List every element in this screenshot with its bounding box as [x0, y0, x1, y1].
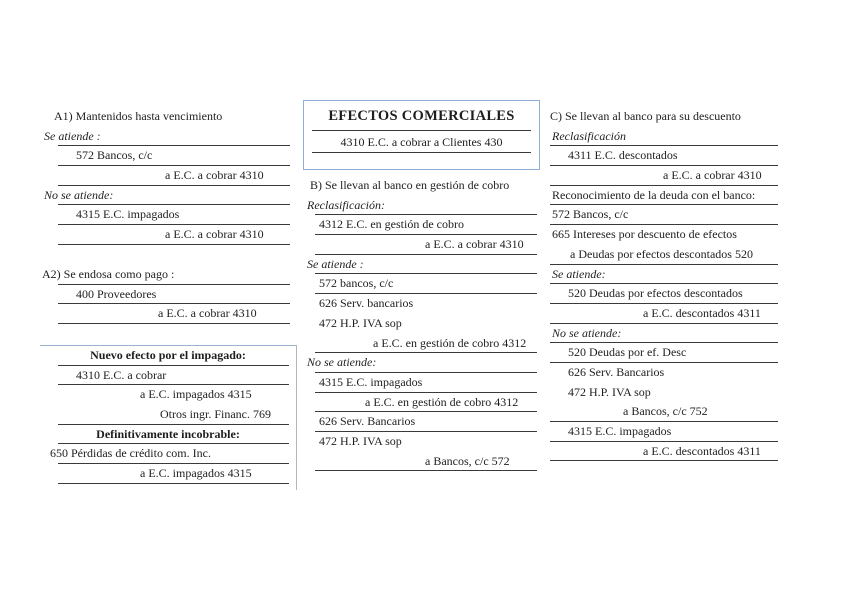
- entry-row: Reconocimiento de la deuda con el banco:: [548, 186, 778, 206]
- sub-heading: Definitivamente incobrable:: [40, 425, 296, 445]
- section-label: No se atiende:: [305, 353, 537, 373]
- column-c-journal-entries: [548, 107, 778, 461]
- entry-row: 4315 E.C. impagados: [305, 373, 537, 393]
- entry-row: a E.C. en gestión de cobro 4312: [305, 393, 537, 413]
- entry-row: 626 Serv. Bancarios: [568, 364, 665, 379]
- entry-row: a Deudas por efectos descontados 520: [548, 245, 778, 265]
- entry-row: Otros ingr. Financ. 769: [40, 405, 296, 425]
- entry-row: a E.C. impagados 4315: [40, 464, 296, 484]
- entry-row: a E.C. a cobrar 4310: [40, 225, 297, 245]
- document-subtitle: 4310 E.C. a cobrar a Clientes 430: [312, 131, 531, 153]
- entry-row: a E.C. impagados 4315: [140, 387, 252, 402]
- entry-row: 400 Proveedores: [40, 285, 297, 305]
- sub-heading: Nuevo efecto por el impagado:: [40, 346, 296, 366]
- section-label: Reclasificación:: [305, 196, 537, 216]
- entry-row: a E.C. descontados 4311: [548, 304, 778, 324]
- entry-row: 4315 E.C. impagados: [40, 205, 297, 225]
- document-title: EFECTOS COMERCIALES: [312, 101, 531, 131]
- entry-row: 572 bancos, c/c: [305, 274, 537, 294]
- entry-row: 626 Serv. bancarios: [319, 296, 414, 311]
- entry-row: A2) Se endosa como pago :: [40, 265, 297, 285]
- entry-row: a E.C. en gestión de cobro 4312: [305, 334, 537, 354]
- entry-row: 4312 E.C. en gestión de cobro: [305, 215, 537, 235]
- entry-row: 472 H.P. IVA sop: [319, 315, 402, 330]
- entry-row: a E.C. descontados 4311: [548, 442, 778, 462]
- entry-row: 665 Intereses por descuento de efectos: [552, 227, 737, 242]
- entry-row: 472 H.P. IVA sop: [319, 433, 402, 448]
- entry-row: a E.C. a cobrar 4310: [40, 304, 297, 324]
- entry-row: 520 Deudas por ef. Desc: [548, 343, 778, 363]
- section-label: Reclasificación: [548, 127, 778, 147]
- section-label: Se atiende:: [548, 265, 778, 285]
- spacer: [40, 245, 297, 265]
- title-box: [303, 100, 540, 170]
- entry-row: a E.C. a cobrar 4310: [548, 166, 778, 186]
- entry-row: 520 Deudas por efectos descontados: [548, 284, 778, 304]
- column-b-journal-entries: [305, 176, 537, 471]
- entry-row: a E.C. a cobrar 4310: [40, 166, 297, 186]
- entry-row: A1) Mantenidos hasta vencimiento: [54, 109, 223, 123]
- entry-row: 4311 E.C. descontados: [548, 146, 778, 166]
- section-label: Se atiende :: [40, 127, 297, 147]
- entry-row: 4315 E.C. impagados: [548, 422, 778, 442]
- entry-row: C) Se llevan al banco para su descuento: [550, 109, 741, 123]
- entry-row: a Bancos, c/c 752: [548, 402, 778, 422]
- entry-row: 572 Bancos, c/c: [40, 146, 297, 166]
- impago-boxed-section: [40, 345, 297, 490]
- entry-row: 472 H.P. IVA sop: [568, 384, 651, 399]
- entry-row: 4310 E.C. a cobrar: [40, 366, 296, 386]
- entry-row: a E.C. a cobrar 4310: [305, 235, 537, 255]
- entry-row: 572 Bancos, c/c: [548, 205, 778, 225]
- section-label: No se atiende:: [40, 186, 297, 206]
- section-label: Se atiende :: [305, 255, 537, 275]
- entry-row: a Bancos, c/c 572: [305, 452, 537, 472]
- entry-row: 626 Serv. Bancarios: [305, 412, 537, 432]
- section-label: No se atiende:: [548, 324, 778, 344]
- entry-row: 650 Pérdidas de crédito com. Inc.: [40, 444, 296, 464]
- column-a-journal-entries: [40, 107, 297, 324]
- entry-row: B) Se llevan al banco en gestión de cobro: [310, 178, 510, 192]
